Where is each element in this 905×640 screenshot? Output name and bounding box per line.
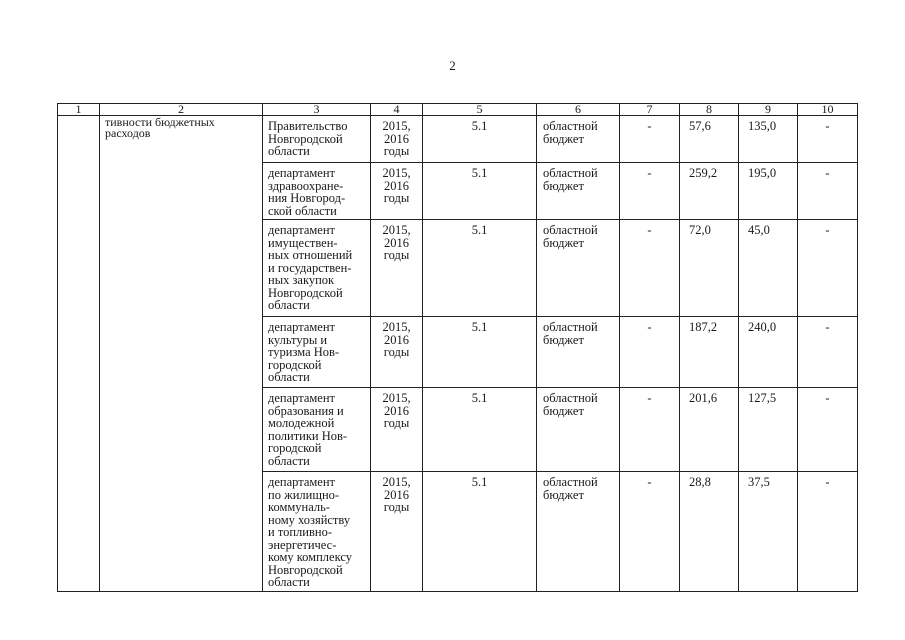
cell-funding-source: областной бюджет [537, 472, 620, 592]
cell-col-7: - [620, 163, 680, 220]
header-col-6: 6 [537, 104, 620, 116]
cell-indicator: 5.1 [423, 163, 537, 220]
cell-years: 2015, 2016 годы [371, 317, 423, 388]
header-col-7: 7 [620, 104, 680, 116]
cell-years: 2015, 2016 годы [371, 220, 423, 317]
cell-indicator: 5.1 [423, 388, 537, 472]
cell-executor: департамент по жилищно- коммуналь- ному хозяйству и топливно- энергетичес- кому комплексу Новгородской области [263, 472, 371, 592]
page-number: 2 [449, 58, 456, 73]
header-col-2: 2 [100, 104, 263, 116]
table-header [58, 104, 858, 116]
header-col-9: 9 [739, 104, 798, 116]
cell-col-10: - [798, 220, 858, 317]
cell-col-10: - [798, 163, 858, 220]
cell-col-7: - [620, 220, 680, 317]
cell-funding-source: областной бюджет [537, 317, 620, 388]
cell-indicator: 5.1 [423, 220, 537, 317]
cell-col-9: 45,0 [739, 220, 798, 317]
cell-col-8: 259,2 [680, 163, 739, 220]
cell-col-7: - [620, 116, 680, 163]
cell-col-7: - [620, 317, 680, 388]
cell-executor: Правительство Новгородской области [263, 116, 371, 163]
cell-col-9: 135,0 [739, 116, 798, 163]
cell-executor: департамент культуры и туризма Нов- городской области [263, 317, 371, 388]
cell-years: 2015, 2016 годы [371, 163, 423, 220]
cell-indicator: 5.1 [423, 116, 537, 163]
cell-col-8: 187,2 [680, 317, 739, 388]
header-col-4: 4 [371, 104, 423, 116]
header-col-5: 5 [423, 104, 537, 116]
cell-col-10: - [798, 116, 858, 163]
cell-funding-source: областной бюджет [537, 388, 620, 472]
cell-col-9: 240,0 [739, 317, 798, 388]
cell-col-1 [58, 116, 100, 592]
budget-table [57, 103, 858, 592]
header-col-8: 8 [680, 104, 739, 116]
cell-col-9: 195,0 [739, 163, 798, 220]
cell-col-7: - [620, 388, 680, 472]
cell-col-8: 28,8 [680, 472, 739, 592]
cell-indicator: 5.1 [423, 472, 537, 592]
cell-years: 2015, 2016 годы [371, 472, 423, 592]
header-col-3: 3 [263, 104, 371, 116]
cell-col-7: - [620, 472, 680, 592]
cell-indicator: 5.1 [423, 317, 537, 388]
cell-col-9: 127,5 [739, 388, 798, 472]
cell-funding-source: областной бюджет [537, 220, 620, 317]
cell-measure-name: тивности бюджетных расходов [100, 116, 263, 592]
table-row [58, 116, 858, 163]
cell-col-8: 201,6 [680, 388, 739, 472]
cell-executor: департамент образования и молодежной политики Нов- городской области [263, 388, 371, 472]
cell-years: 2015, 2016 годы [371, 116, 423, 163]
cell-years: 2015, 2016 годы [371, 388, 423, 472]
cell-col-10: - [798, 472, 858, 592]
table-body [58, 116, 858, 592]
cell-executor: департамент имуществен- ных отношений и государствен- ных закупок Новгородской области [263, 220, 371, 317]
cell-funding-source: областной бюджет [537, 116, 620, 163]
cell-col-8: 57,6 [680, 116, 739, 163]
cell-col-8: 72,0 [680, 220, 739, 317]
cell-col-9: 37,5 [739, 472, 798, 592]
header-col-1: 1 [58, 104, 100, 116]
cell-executor: департамент здравоохране- ния Новгород- ской области [263, 163, 371, 220]
header-row [58, 104, 858, 116]
cell-col-10: - [798, 317, 858, 388]
cell-col-10: - [798, 388, 858, 472]
header-col-10: 10 [798, 104, 858, 116]
cell-funding-source: областной бюджет [537, 163, 620, 220]
